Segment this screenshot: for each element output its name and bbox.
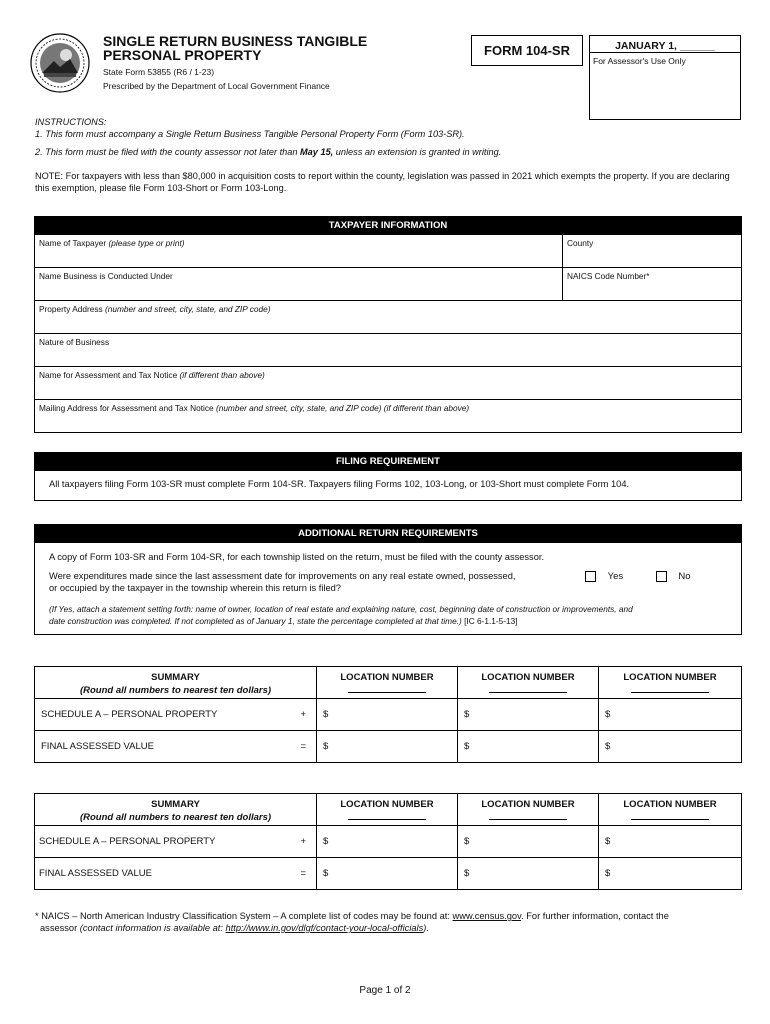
mailing-address-field[interactable]: Mailing Address for Assessment and Tax Notice (number and street, city, state, and ZIP code) (if different than above) — [39, 403, 470, 413]
instruction-item-2: 2. This form must be filed with the county assessor not later than May 15, unless an extension is granted in writing. — [35, 147, 502, 157]
location-number-header: LOCATION NUMBER — [340, 799, 434, 810]
taxpayer-information-section — [34, 216, 742, 433]
instruction-item-1: 1. This form must accompany a Single Return Business Tangible Personal Property Form (Form 103-SR). — [35, 129, 465, 139]
summary-table-2 — [34, 793, 742, 890]
final-assessed-value-6[interactable]: $ — [599, 858, 742, 890]
schedule-a-value-3[interactable]: $ — [599, 699, 742, 731]
schedule-a-value-4[interactable]: $ — [317, 826, 458, 858]
schedule-a-label: SCHEDULE A – PERSONAL PROPERTY — [35, 826, 295, 858]
additional-requirements-heading: ADDITIONAL RETURN REQUIREMENTS — [35, 525, 741, 543]
final-assessed-value-5[interactable]: $ — [458, 858, 599, 890]
summary-heading: SUMMARY — [151, 672, 200, 683]
assessor-use-label: For Assessor's Use Only — [593, 56, 686, 66]
plus-operator: + — [295, 699, 317, 731]
yes-checkbox[interactable] — [585, 571, 596, 582]
january-year-field[interactable]: JANUARY 1, ______ — [590, 36, 740, 53]
instructions-heading: INSTRUCTIONS: — [35, 117, 107, 127]
location-number-input-6[interactable] — [631, 810, 709, 820]
assessor-use-box — [589, 35, 741, 120]
final-assessed-value-2[interactable]: $ — [458, 731, 599, 763]
filing-requirement-heading: FILING REQUIREMENT — [35, 453, 741, 471]
state-seal-icon — [30, 33, 90, 93]
notice-name-field[interactable]: Name for Assessment and Tax Notice (if different than above) — [39, 370, 265, 380]
filing-requirement-text: All taxpayers filing Form 103-SR must complete Form 104-SR. Taxpayers filing Forms 102, 103-Long, or 103-Short must complete Form 104. — [49, 479, 630, 489]
naics-code-field[interactable]: NAICS Code Number* — [562, 268, 741, 300]
plus-operator: + — [295, 826, 317, 858]
yes-label: Yes — [607, 571, 624, 583]
location-number-header: LOCATION NUMBER — [623, 672, 717, 683]
business-name-field[interactable]: Name Business is Conducted Under — [39, 271, 173, 281]
summary-table-1 — [34, 666, 742, 763]
form-title: SINGLE RETURN BUSINESS TANGIBLE PERSONAL PROPERTY — [103, 33, 368, 63]
location-number-input-1[interactable] — [348, 683, 426, 693]
dlgf-contact-link[interactable]: http://www.in.gov/dlgf/contact-your-local-officials — [225, 923, 424, 933]
census-link[interactable]: www.census.gov — [452, 911, 522, 921]
filing-requirement-section — [34, 452, 742, 501]
location-number-header: LOCATION NUMBER — [340, 672, 434, 683]
equals-operator: = — [295, 858, 317, 890]
final-assessed-value-3[interactable]: $ — [599, 731, 742, 763]
location-number-header: LOCATION NUMBER — [481, 799, 575, 810]
location-number-input-2[interactable] — [489, 683, 567, 693]
page-number: Page 1 of 2 — [359, 985, 411, 996]
schedule-a-value-6[interactable]: $ — [599, 826, 742, 858]
no-checkbox[interactable] — [656, 571, 667, 582]
additional-requirements-section — [34, 524, 742, 635]
final-assessed-value-4[interactable]: $ — [317, 858, 458, 890]
copy-requirement-text: A copy of Form 103-SR and Form 104-SR, for each township listed on the return, must be filed with the county assessor. — [49, 552, 545, 562]
location-number-input-4[interactable] — [348, 810, 426, 820]
exemption-note: NOTE: For taxpayers with less than $80,000 in acquisition costs to report within the county, legislation was passed in 2021 which exempts the property. If you are declaring this exemption, please file Form 103-Short or Form 103-Long. — [35, 171, 730, 193]
property-address-field[interactable]: Property Address (number and street, city, state, and ZIP code) — [39, 304, 271, 314]
location-number-input-5[interactable] — [489, 810, 567, 820]
state-form-number: State Form 53855 (R6 / 1-23) — [103, 67, 215, 77]
schedule-a-value-2[interactable]: $ — [458, 699, 599, 731]
summary-subheading: (Round all numbers to nearest ten dollars) — [79, 812, 272, 823]
location-number-input-3[interactable] — [631, 683, 709, 693]
location-number-header: LOCATION NUMBER — [623, 799, 717, 810]
schedule-a-value-1[interactable]: $ — [317, 699, 458, 731]
county-field[interactable]: County — [562, 235, 741, 267]
final-assessed-label: FINAL ASSESSED VALUE — [35, 858, 295, 890]
final-assessed-label: FINAL ASSESSED VALUE — [35, 731, 295, 763]
prescribed-by: Prescribed by the Department of Local Government Finance — [103, 81, 330, 91]
final-assessed-value-1[interactable]: $ — [317, 731, 458, 763]
no-label: No — [678, 571, 691, 583]
if-yes-instructions: (If Yes, attach a statement setting forth: name of owner, location of real estate and explaining nature, cost, beginning date of construction or improvements, and date construction was completed. If not completed as of January 1, state the percentage completed at that time.) [IC 6-1.1-5-13] — [49, 604, 633, 626]
naics-footnote: * NAICS – North American Industry Classification System – A complete list of codes may be found at: www.census.gov. For further information, contact the assessor (contact information is available at: http://www.in.gov/dlgf/contact-your-local-officials). — [35, 911, 669, 933]
summary-heading: SUMMARY — [151, 799, 200, 810]
schedule-a-label: SCHEDULE A – PERSONAL PROPERTY — [35, 699, 295, 731]
nature-of-business-field[interactable]: Nature of Business — [39, 337, 110, 347]
taxpayer-information-heading: TAXPAYER INFORMATION — [35, 217, 741, 235]
form-number-box: FORM 104-SR — [471, 35, 583, 66]
location-number-header: LOCATION NUMBER — [481, 672, 575, 683]
summary-subheading: (Round all numbers to nearest ten dollars) — [79, 685, 272, 696]
improvements-question: Were expenditures made since the last assessment date for improvements on any real estate owned, possessed, or occupied by the taxpayer in the township wherein this return is filed? — [49, 571, 516, 593]
equals-operator: = — [295, 731, 317, 763]
schedule-a-value-5[interactable]: $ — [458, 826, 599, 858]
taxpayer-name-field[interactable]: Name of Taxpayer (please type or print) — [39, 238, 185, 248]
